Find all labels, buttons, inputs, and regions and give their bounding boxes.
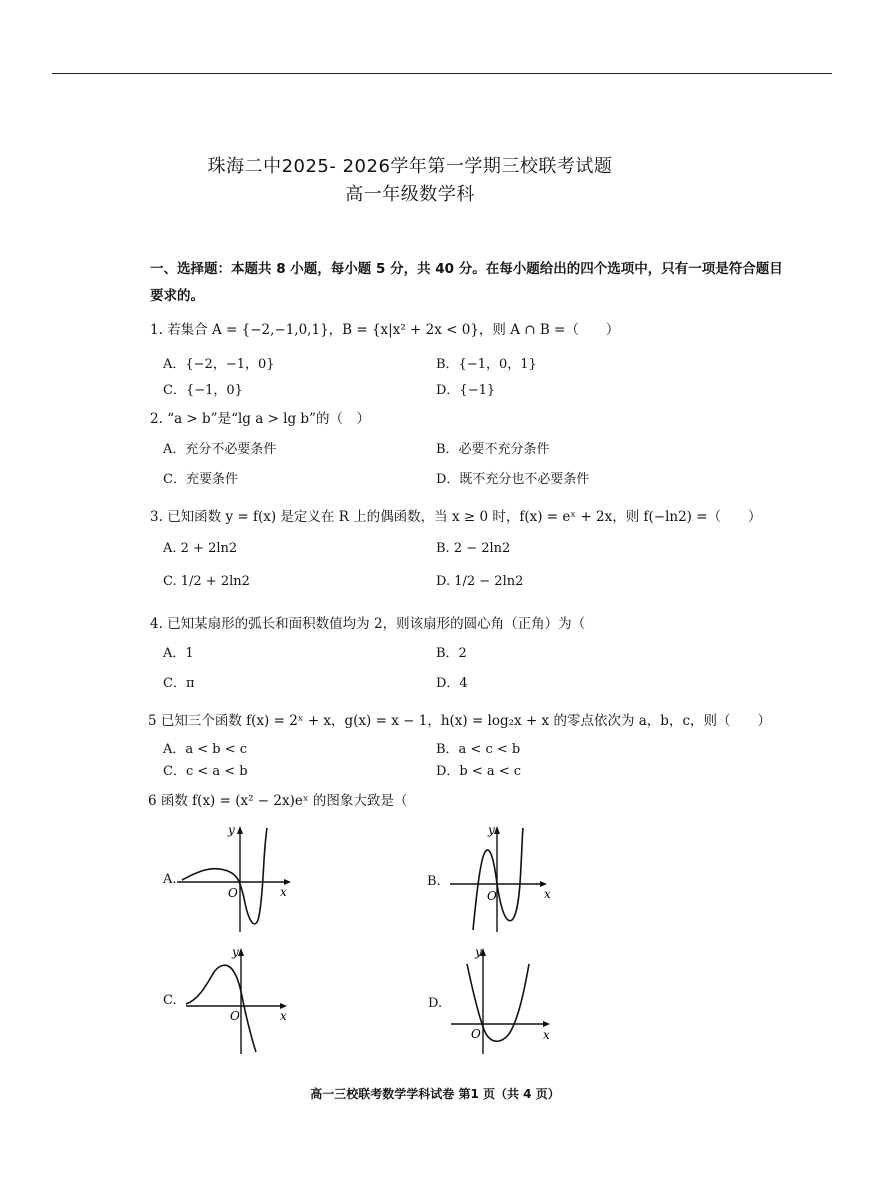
origin-label: O (487, 889, 497, 903)
exam-subtitle: 高一年级数学科 (345, 184, 475, 205)
option-4a: A．1 (163, 646, 194, 661)
graph-c (178, 942, 303, 1057)
option-2a: A．充分不必要条件 (163, 442, 277, 457)
x-label: x (280, 885, 287, 899)
section-heading-line1: 一、选择题：本题共 8 小题，每小题 5 分，共 40 分。在每小题给出的四个选项中，只有一项是符合题目 (150, 261, 783, 277)
question-4 (150, 612, 585, 632)
y-label: y (232, 945, 239, 959)
curve (473, 828, 523, 930)
question-number: 4. (150, 616, 163, 632)
option-4d: D．4 (436, 676, 468, 691)
question-stem: 已知某扇形的弧长和面积数值均为 2，则该扇形的圆心角（正角）为（ (167, 616, 586, 632)
x-axis-arrow (543, 1021, 550, 1027)
question-3 (150, 505, 762, 525)
question-number: 1. (150, 322, 163, 338)
graph-b (440, 820, 565, 935)
graph-label-c: C. (163, 993, 177, 1008)
option-2c: C．充要条件 (163, 472, 238, 487)
option-1c: C．{−1，0} (163, 383, 243, 398)
curve (182, 828, 267, 924)
option-1d: D．{−1} (436, 383, 496, 398)
question-number: 3. (150, 509, 163, 525)
question-6 (148, 789, 407, 809)
option-1b: B．{−1，0，1} (436, 357, 537, 372)
section-heading-line2: 要求的。 (150, 288, 204, 304)
origin-label: O (228, 886, 238, 900)
option-5d: D．b < a < c (436, 764, 522, 779)
top-rule (52, 73, 832, 74)
question-stem: 函数 f(x) = (x² − 2x)eˣ 的图象大致是（ (160, 793, 408, 809)
graph-label-b: B. (427, 874, 441, 889)
question-stem: 已知函数 y = f(x) 是定义在 R 上的偶函数，当 x ≥ 0 时，f(x) = eˣ + 2x，则 f(−ln2) =（ ） (167, 509, 762, 525)
question-number: 6 (148, 793, 157, 809)
graph-d (445, 942, 570, 1057)
question-number: 2. (150, 411, 163, 427)
option-5b: B．a < c < b (436, 742, 521, 757)
y-label: y (488, 823, 495, 837)
question-5 (148, 709, 771, 729)
question-stem: 已知三个函数 f(x) = 2ˣ + x，g(x) = x − 1，h(x) = log₂x + x 的零点依次为 a，b，c，则（ ） (160, 713, 772, 729)
option-5a: A．a < b < c (163, 742, 248, 757)
question-stem: 若集合 A = {−2,−1,0,1}，B = {x|x² + 2x < 0}，则 A ∩ B =（ ） (167, 322, 620, 338)
option-5c: C．c < a < b (163, 764, 248, 779)
option-3d: D. 1/2 − 2ln2 (436, 574, 524, 589)
question-stem: “a > b”是“lg a > lg b”的（ ） (167, 411, 370, 427)
origin-label: O (230, 1009, 240, 1023)
y-axis-arrow (237, 826, 243, 834)
y-label: y (228, 823, 235, 837)
graph-a (172, 820, 297, 935)
option-2d: D．既不充分也不必要条件 (436, 472, 590, 487)
x-label: x (544, 887, 551, 901)
exam-title: 珠海二中2025- 2026学年第一学期三校联考试题 (207, 156, 613, 177)
option-4b: B．2 (436, 646, 467, 661)
curve (186, 965, 256, 1052)
graph-label-d: D. (428, 996, 443, 1011)
x-label: x (543, 1028, 550, 1042)
question-1 (150, 318, 619, 338)
question-2 (150, 407, 370, 427)
option-3b: B. 2 − 2ln2 (436, 541, 511, 556)
option-1a: A．{−2，−1，0} (163, 357, 275, 372)
origin-label: O (471, 1027, 481, 1041)
option-4c: C．π (163, 676, 195, 691)
option-3a: A. 2 + 2ln2 (163, 541, 238, 556)
y-axis-arrow (238, 948, 244, 956)
question-number: 5 (148, 713, 157, 729)
x-label: x (280, 1009, 287, 1023)
option-3c: C. 1/2 + 2ln2 (163, 574, 250, 589)
y-label: y (475, 945, 482, 959)
y-axis-arrow (494, 826, 500, 834)
graph-label-a: A. (163, 872, 177, 887)
page-footer: 高一三校联考数学学科试卷 第1 页（共 4 页） (310, 1087, 560, 1101)
option-2b: B．必要不充分条件 (436, 442, 550, 457)
